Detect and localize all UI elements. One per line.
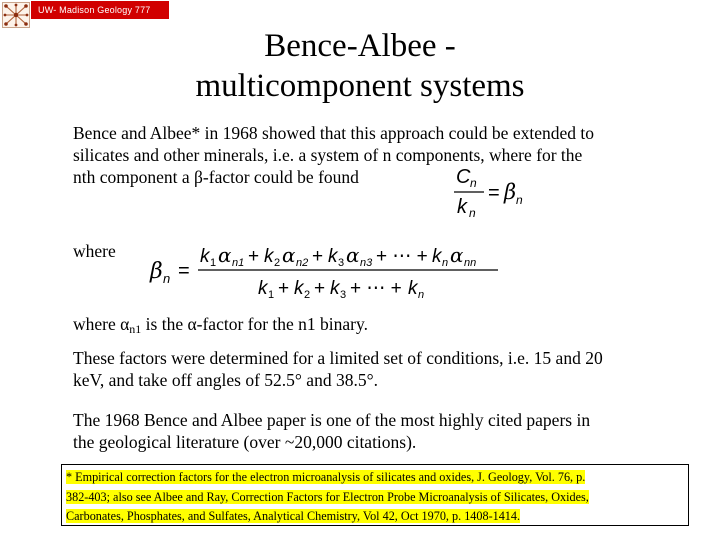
svg-text:+: + [278, 278, 290, 299]
course-badge: UW- Madison Geology 777 [31, 1, 169, 19]
svg-text:+ ⋯ +: + ⋯ + [376, 246, 428, 267]
svg-text:α: α [282, 243, 296, 267]
svg-text:k: k [457, 196, 467, 218]
svg-text:k: k [408, 278, 418, 299]
alpha-subscript: n1 [129, 322, 142, 336]
svg-text:=: = [178, 260, 190, 282]
where-label: where [73, 241, 116, 261]
svg-text:n: n [418, 289, 425, 301]
svg-text:3: 3 [340, 289, 347, 301]
intro-line2: silicates and other minerals, i.e. a system of n components, where for the [73, 145, 583, 165]
beta-sum-equation [148, 236, 508, 304]
svg-text:k: k [330, 278, 340, 299]
svg-text:+: + [314, 278, 326, 299]
svg-text:β: β [150, 259, 163, 284]
svg-text:k: k [328, 246, 338, 267]
svg-text:n: n [470, 176, 477, 190]
intro-line1: Bence and Albee* in 1968 showed that this approach could be extended to [73, 123, 594, 143]
svg-text:+: + [312, 246, 324, 267]
svg-text:1: 1 [210, 257, 217, 269]
svg-text:+ ⋯ +: + ⋯ + [350, 278, 402, 299]
svg-text:2: 2 [274, 257, 281, 269]
svg-text:1: 1 [268, 289, 275, 301]
svg-text:k: k [432, 246, 442, 267]
svg-text:C: C [456, 166, 471, 188]
svg-text:k: k [200, 246, 210, 267]
crystal-lattice-icon [2, 2, 30, 28]
svg-text:α: α [450, 243, 464, 267]
slide-title-line1: Bence-Albee - [264, 28, 456, 64]
footnote-line2: 382-403; also see Albee and Ray, Correction Factors for Electron Probe Microanalysis of Silicates, Oxides, [66, 489, 589, 504]
svg-text:n: n [442, 257, 449, 269]
svg-text:k: k [264, 246, 274, 267]
svg-text:α: α [218, 243, 232, 267]
citation-paragraph [73, 409, 703, 453]
footnote-line1: * Empirical correction factors for the electron microanalysis of silicates and oxides, J. Geology, Vol. 76, p. [66, 470, 586, 484]
svg-text:k: k [258, 278, 268, 299]
conditions-line1: These factors were determined for a limited set of conditions, i.e. 15 and 20 [73, 348, 603, 368]
svg-text:n2: n2 [296, 257, 309, 269]
svg-text:nn: nn [464, 257, 477, 269]
intro-paragraph [73, 122, 703, 188]
footnote-line3: Carbonates, Phosphates, and Sulfates, Analytical Chemistry, Vol 42, Oct 1970, p. 1408-1414. [66, 509, 521, 523]
svg-text:β: β [504, 180, 517, 204]
svg-text:n: n [163, 271, 171, 286]
citation-line2: the geological literature (over ~20,000 citations). [73, 432, 417, 452]
alpha-definition [73, 313, 703, 340]
conditions-line2: keV, and take off angles of 52.5° and 38.5°. [73, 370, 378, 390]
svg-text:n: n [469, 206, 476, 220]
svg-text:k: k [294, 278, 304, 299]
svg-text:α: α [346, 243, 360, 267]
svg-text:+: + [248, 246, 260, 267]
slide-title-line2: multicomponent systems [195, 68, 525, 104]
alpha-post: is the α-factor for the n1 binary. [141, 314, 369, 334]
svg-text:n1: n1 [232, 257, 245, 269]
footnote-box [61, 464, 689, 526]
citation-line1: The 1968 Bence and Albee paper is one of the most highly cited papers in [73, 410, 591, 430]
alpha-pre: where α [73, 314, 130, 334]
svg-text:=: = [488, 182, 500, 204]
intro-line3: nth component a β-factor could be found [73, 167, 359, 187]
svg-text:n: n [516, 193, 523, 207]
svg-text:n3: n3 [360, 257, 373, 269]
beta-factor-equation [448, 163, 528, 225]
svg-text:3: 3 [338, 257, 345, 269]
conditions-paragraph [73, 347, 703, 391]
svg-text:2: 2 [304, 289, 311, 301]
